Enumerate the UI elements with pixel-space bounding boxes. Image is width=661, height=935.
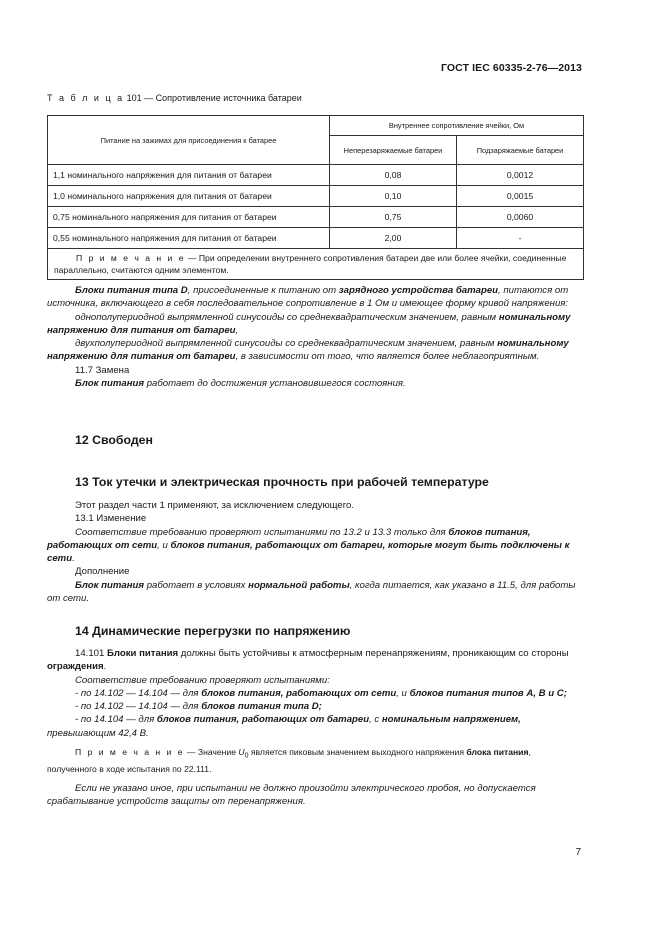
paragraph-full-wave: двухполупериодной выпрямленной синусоиды со среднеквадратическим значением, равным номинальному напряжению для питания от батареи, в зависимости от того, что является более неблагоприятным. xyxy=(47,338,569,363)
table-cell-value: 0,75 xyxy=(330,207,457,228)
table-caption xyxy=(47,93,302,103)
table-row xyxy=(48,186,584,207)
table-cell-value: 0,0012 xyxy=(457,165,584,186)
table-cell-value: - xyxy=(457,228,584,249)
table-row xyxy=(48,228,584,249)
clause-11-7: 11.7 Замена xyxy=(75,364,130,376)
clause-14-101: 14.101 Блоки питания должны быть устойчивы к атмосферным перенапряжениям, проникающим со стороны ограждения. xyxy=(47,648,569,673)
table-cell-value: 0,0015 xyxy=(457,186,584,207)
paragraph-breakdown: Если не указано иное, при испытании не должно произойти электрического пробоя, но допускается срабатывание устройств защиты от перенапряжения. xyxy=(47,782,536,808)
paragraph-steady-state: Блок питания работает до достижения установившегося состояния. xyxy=(75,378,406,390)
paragraph-half-wave: однополупериодной выпрямленной синусоиды со среднеквадратическим значением, равным номинальному напряжению для питания от батареи, xyxy=(47,311,571,336)
table-cell-value: 0,08 xyxy=(330,165,457,186)
paragraph-13-addition: Блок питания работает в условиях нормальной работы, когда питается, как указано в 11.5, для работы от сети. xyxy=(47,579,576,605)
table-cell-value: 0,0060 xyxy=(457,207,584,228)
table-cell-value: 2,00 xyxy=(330,228,457,249)
paragraph-13-compliance: Соответствие требованию проверяют испытаниями по 13.2 и 13.3 только для блоков питания, работающих от сети, и блоков питания, работающих от батареи, которые могут быть подключены к сети. xyxy=(47,526,570,565)
table-caption-text: 101 — Сопротивление источника батареи xyxy=(124,93,302,103)
table-cell-label: 0,55 номинального напряжения для питания от батареи xyxy=(48,228,330,249)
heading-section-14: 14 Динамические перегрузки по напряжению xyxy=(75,624,351,638)
standard-header: ГОСТ IEC 60335-2-76—2013 xyxy=(440,62,582,74)
paragraph-type-d: Блоки питания типа D, присоединенные к питанию от зарядного устройства батареи, питаются от источника, включающего в себя последовательное сопротивление в 1 Ом и имеющее форму кривой напряжения: xyxy=(47,285,569,310)
table-cell-value: 0,10 xyxy=(330,186,457,207)
table-header-nonrechargeable: Неперезаряжаемые батареи xyxy=(330,136,457,165)
table-header-supply: Питание на зажимах для присоединения к батарее xyxy=(48,116,330,165)
section-13-intro: Этот раздел части 1 применяют, за исключением следующего. xyxy=(75,500,355,511)
page-number: 7 xyxy=(575,847,581,858)
table-cell-label: 1,0 номинального напряжения для питания от батареи xyxy=(48,186,330,207)
table-row xyxy=(48,165,584,186)
table-header-rechargeable: Подзаряжаемые батареи xyxy=(457,136,584,165)
table-cell-label: 0,75 номинального напряжения для питания от батареи xyxy=(48,207,330,228)
table-row xyxy=(48,207,584,228)
paragraph-14-compliance: Соответствие требованию проверяют испытаниями: xyxy=(75,674,330,686)
section-14-text xyxy=(47,647,582,808)
table-caption-prefix: Т а б л и ц а xyxy=(47,93,125,103)
list-item: - по 14.104 — для блоков питания, работающих от батареи, с номинальным напряжением, превышающим 42,4 В. xyxy=(47,714,521,739)
heading-section-12: 12 Свободен xyxy=(75,433,153,447)
addition-label: Дополнение xyxy=(75,566,130,578)
heading-section-13: 13 Ток утечки и электрическая прочность при рабочей температуре xyxy=(75,475,489,489)
section-13-text xyxy=(47,499,582,605)
table-header-group: Внутреннее сопротивление ячейки, Ом xyxy=(330,116,584,136)
note-14: П р и м е ч а н и е — Значение $U_0$ является пиковым значением выходного напряжения блока питания, полученного в ходе испытания по 22.111. xyxy=(47,747,531,774)
clause-13-1: 13.1 Изменение xyxy=(75,513,147,525)
table-cell-label: 1,1 номинального напряжения для питания от батареи xyxy=(48,165,330,186)
section-11-text xyxy=(47,284,582,390)
table-note xyxy=(48,249,584,280)
battery-resistance-table xyxy=(47,115,584,280)
list-item: - по 14.102 — 14.104 — для блоков питания типа D; xyxy=(75,701,322,713)
table-note-prefix: П р и м е ч а н и е xyxy=(76,253,186,263)
list-item: - по 14.102 — 14.104 — для блоков питания, работающих от сети, и блоков питания типов А, В и С; xyxy=(75,687,567,699)
table-note-text: — При определении внутреннего сопротивления батареи две или более ячейки, соединенные параллельно, считаются одним элементом. xyxy=(54,253,567,275)
